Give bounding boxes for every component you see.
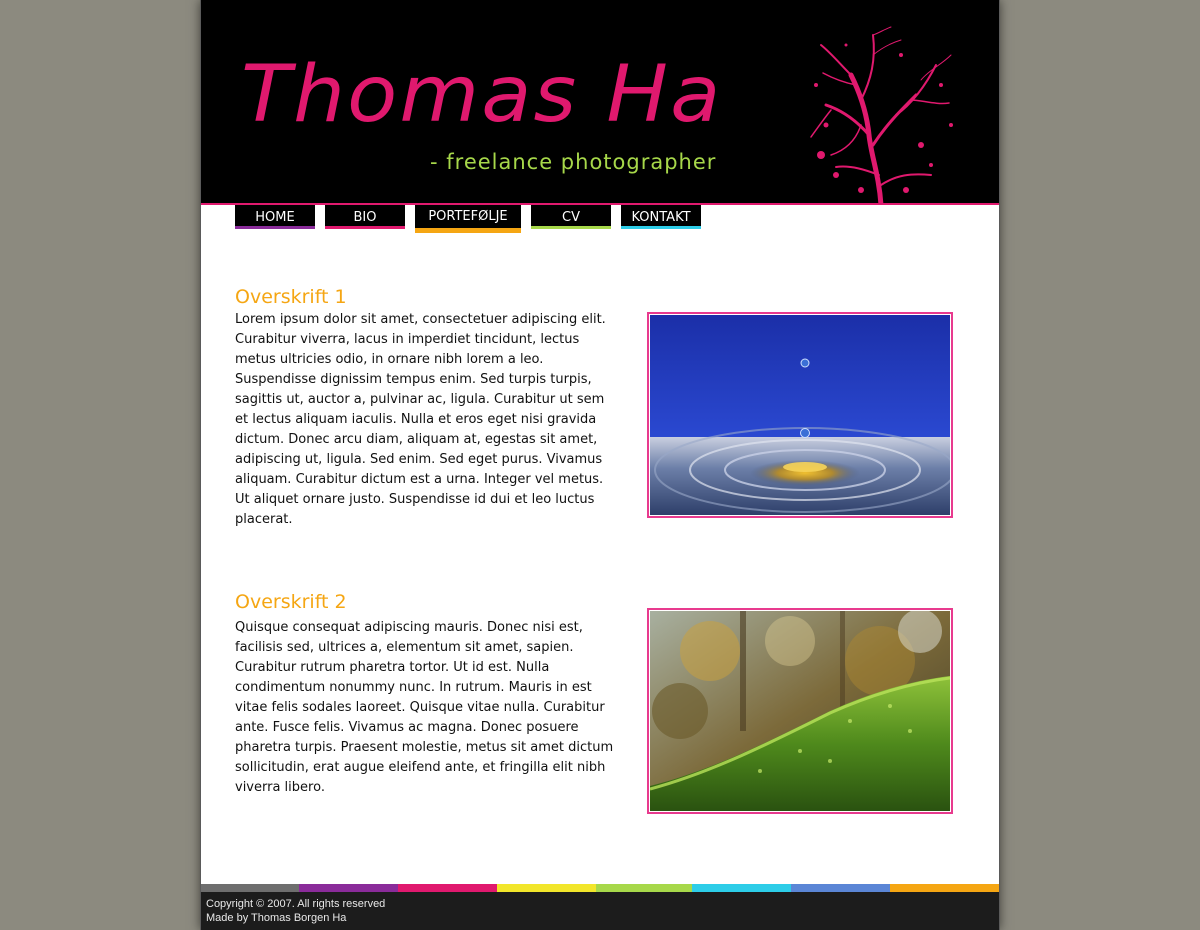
color-strip (299, 884, 398, 892)
nav-item-bio[interactable]: BIO (325, 205, 405, 229)
water-drop-image (650, 315, 950, 515)
color-strip (398, 884, 497, 892)
section-text-2: Quisque consequat adipiscing mauris. Donec nisi est, facilisis sed, ultrices a, elementum sit amet, sapien. Curabitur rutrum pharetra tortor. Ut id est. Nulla condimentum nonummy nunc. In rutrum. Mauris in est vitae felis sodales laoreet. Quisque vitae nulla. Curabitur ante. Fusce felis. Vivamus ac magna. Donec posuere pharetra turpis. Praesent molestie, metus sit amet dictum sollicitudin, erat augue eleifend ante, et fringilla elit nibh viverra libero. (235, 620, 614, 795)
nav-item-home[interactable]: HOME (235, 205, 315, 229)
footer-color-bar (201, 884, 999, 892)
color-strip (890, 884, 999, 892)
moss-image (650, 611, 950, 811)
color-strip (791, 884, 890, 892)
photo-water-drop[interactable] (647, 312, 953, 518)
color-strip (692, 884, 791, 892)
nav-item-portfolio[interactable]: PORTEFØLJE (415, 205, 521, 233)
footer (201, 892, 999, 930)
footer-copyright: Copyright © 2007. All rights reserved (206, 898, 386, 910)
tree-splatter-icon (801, 25, 961, 205)
section-heading-1: Overskrift 1 (235, 286, 347, 308)
section-text-1: Lorem ipsum dolor sit amet, consectetuer adipiscing elit. Curabitur viverra, lacus in imperdiet tincidunt, lectus metus ultricies odio, in ornare nibh lorem a leo. Suspendisse dignissim tempus enim. Sed turpis turpis, sagittis ut, auctor a, pulvinar ac, ligula. Curabitur ut sem et lectus aliquam iaculis. Nulla et eros eget nisi gravida dictum. Donec arcu diam, aliquam at, egestas sit amet, adipiscing ut, ligula. Sed enim. Sed eget purus. Vivamus aliquam. Curabitur dictum est a urna. Integer vel metus. Ut aliquet ornare justo. Suspendisse id dui et leo luctus placerat. (235, 312, 606, 527)
site-subtitle: - freelance photographer (430, 150, 717, 174)
color-strip (596, 884, 692, 892)
nav-item-cv[interactable]: CV (531, 205, 611, 229)
nav-item-contact[interactable]: KONTAKT (621, 205, 701, 229)
header-banner (201, 0, 999, 205)
color-strip (201, 884, 299, 892)
footer-credit: Made by Thomas Borgen Ha (206, 912, 347, 924)
section-heading-2: Overskrift 2 (235, 591, 347, 613)
photo-moss[interactable] (647, 608, 953, 814)
site-title[interactable]: Thomas Ha (241, 50, 723, 140)
page-container (200, 0, 1000, 930)
color-strip (497, 884, 596, 892)
